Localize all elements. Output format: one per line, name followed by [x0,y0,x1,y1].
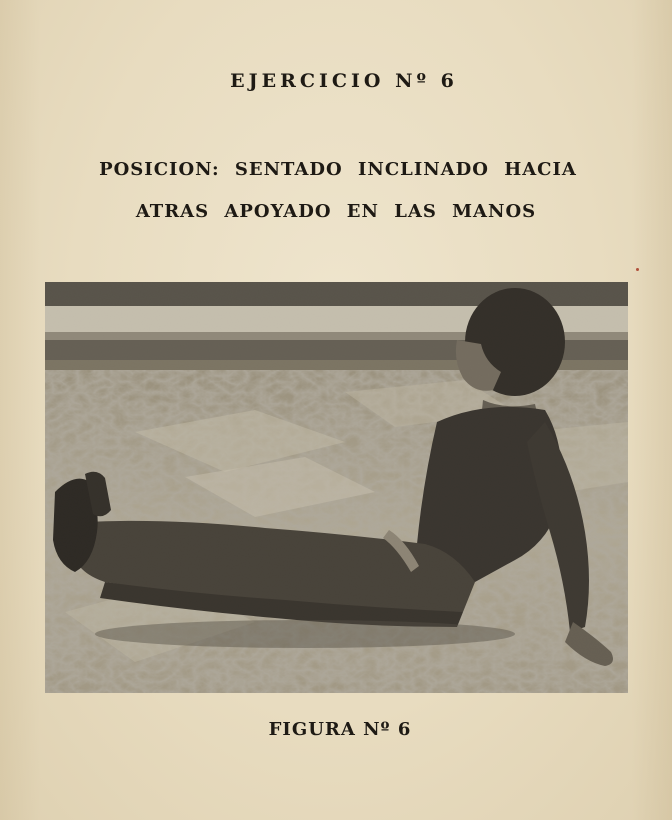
figure-caption: FIGURA Nº 6 [268,719,412,740]
position-description-line-2: ATRAS APOYADO EN LAS MANOS [135,201,537,222]
ink-speck [636,268,639,271]
exercise-title: EJERCICIO Nº 6 [230,70,458,92]
position-description-line-1: POSICION: SENTADO INCLINADO HACIA [99,159,577,180]
exercise-photo [45,282,628,693]
